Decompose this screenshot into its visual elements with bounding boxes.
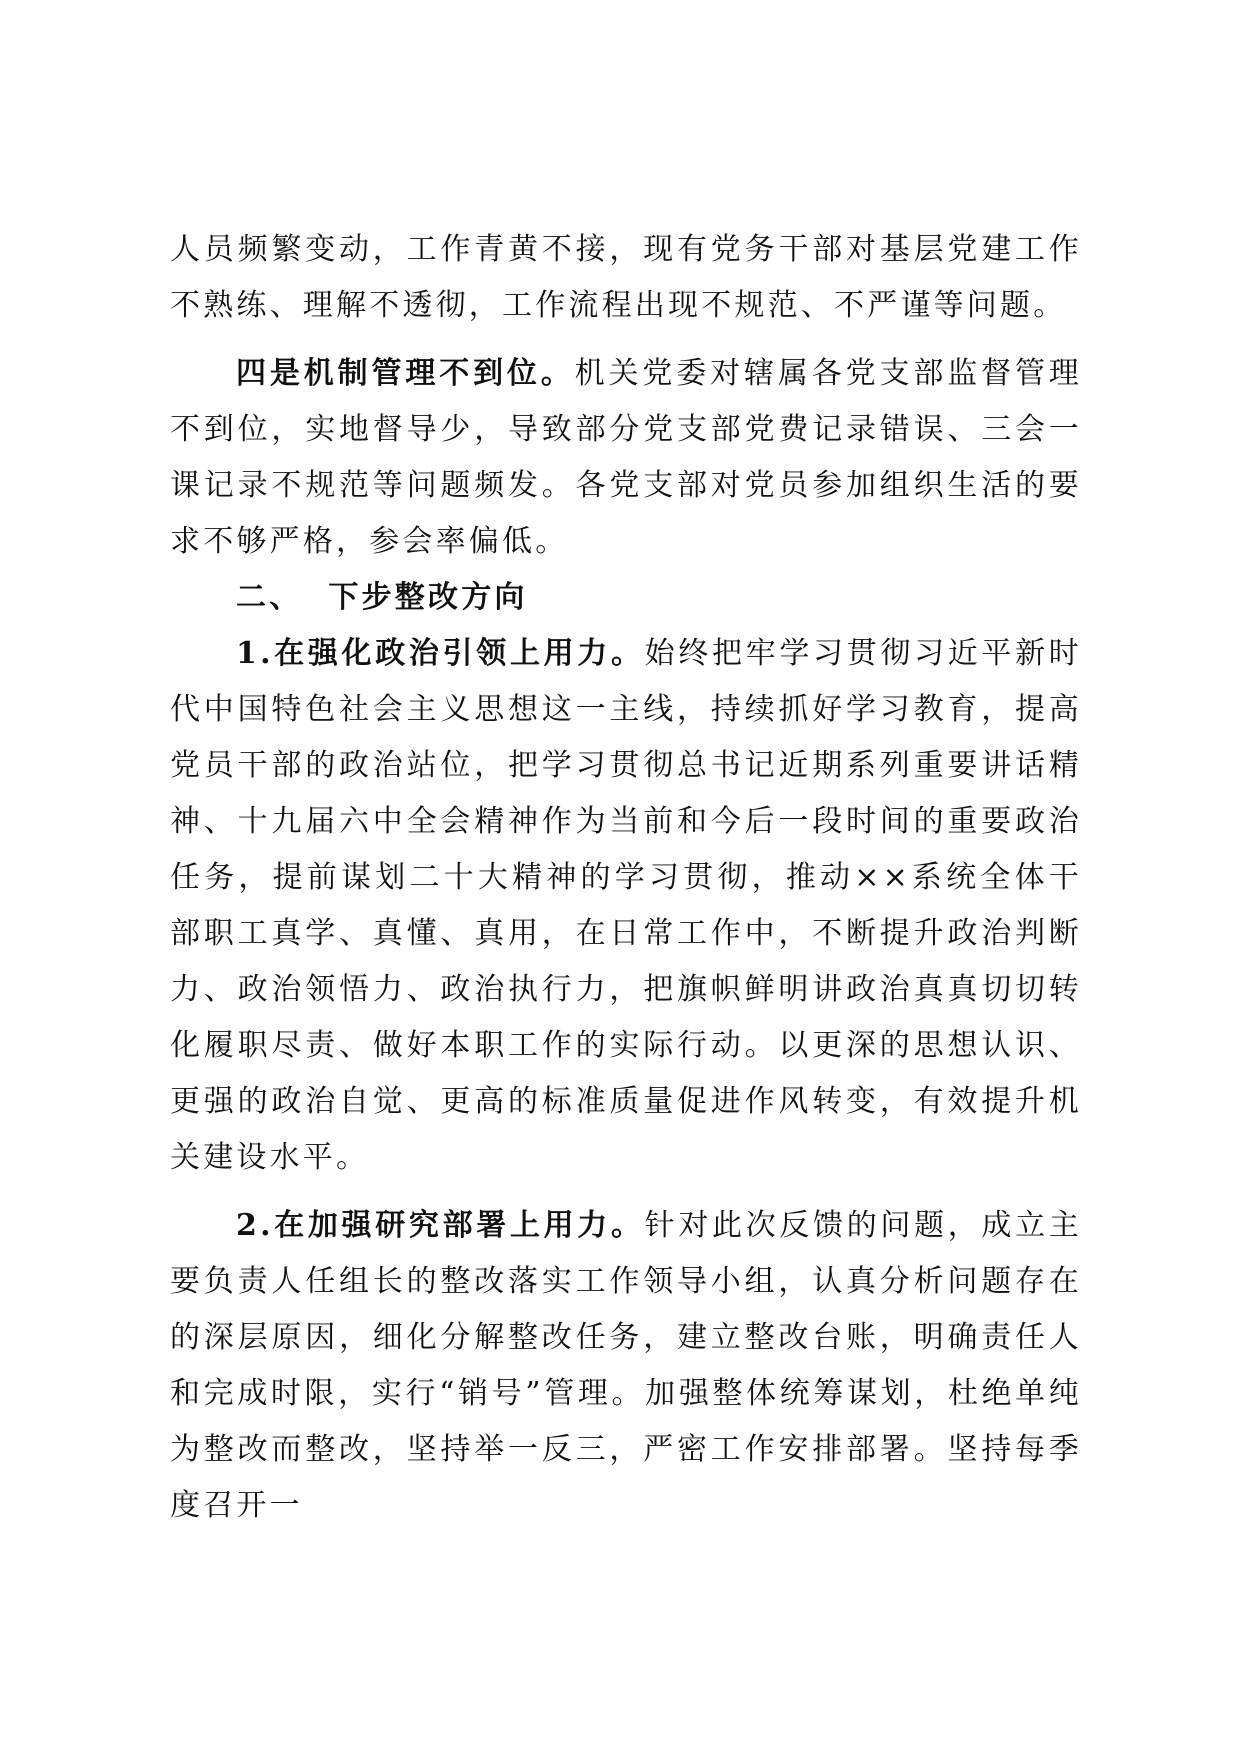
section-number: 二、 bbox=[236, 580, 303, 615]
item-research-deployment bbox=[170, 1198, 1082, 1534]
item-lead: 1.在强化政治引领上用力。 bbox=[236, 636, 645, 671]
item-body: 针对此次反馈的问题，成立主要负责人任组长的整改落实工作领导小组，认真分析问题存在的深层原因，细化分解整改任务，建立整改台账，明确责任人和完成时限，实行“销号”管理。加强整体统筹谋划，杜绝单纯为整改而整改，坚持举一反三，严密工作安排部署。坚持每季度召开一 bbox=[170, 1208, 1082, 1523]
item-political-leadership bbox=[170, 626, 1082, 1186]
document-page bbox=[170, 222, 1082, 1534]
section-heading bbox=[170, 570, 1082, 626]
paragraph-mechanism-management bbox=[170, 346, 1082, 570]
paragraph-body: 机关党委对辖属各党支部监督管理不到位，实地督导少，导致部分党支部党费记录错误、三会一课记录不规范等问题频发。各党支部对党员参加组织生活的要求不够严格，参会率偏低。 bbox=[170, 356, 1083, 559]
item-body: 始终把牢学习贯彻习近平新时代中国特色社会主义思想这一主线，持续抓好学习教育，提高党员干部的政治站位，把学习贯彻总书记近期系列重要讲话精神、十九届六中全会精神作为当前和今后一段时间的重要政治任务，提前谋划二十大精神的学习贯彻，推动××系统全体干部职工真学、真懂、真用，在日常工作中，不断提升政治判断力、政治领悟力、政治执行力，把旗帜鲜明讲政治真真切切转化履职尽责、做好本职工作的实际行动。以更深的思想认识、更强的政治自觉、更高的标准质量促进作风转变，有效提升机关建设水平。 bbox=[170, 636, 1082, 1175]
paragraph-continued: 人员频繁变动，工作青黄不接，现有党务干部对基层党建工作不熟练、理解不透彻，工作流程出现不规范、不严谨等问题。 bbox=[170, 232, 1082, 323]
paragraph-lead: 四是机制管理不到位。 bbox=[236, 356, 575, 391]
section-title: 下步整改方向 bbox=[328, 580, 528, 615]
item-lead: 2.在加强研究部署上用力。 bbox=[236, 1208, 645, 1243]
